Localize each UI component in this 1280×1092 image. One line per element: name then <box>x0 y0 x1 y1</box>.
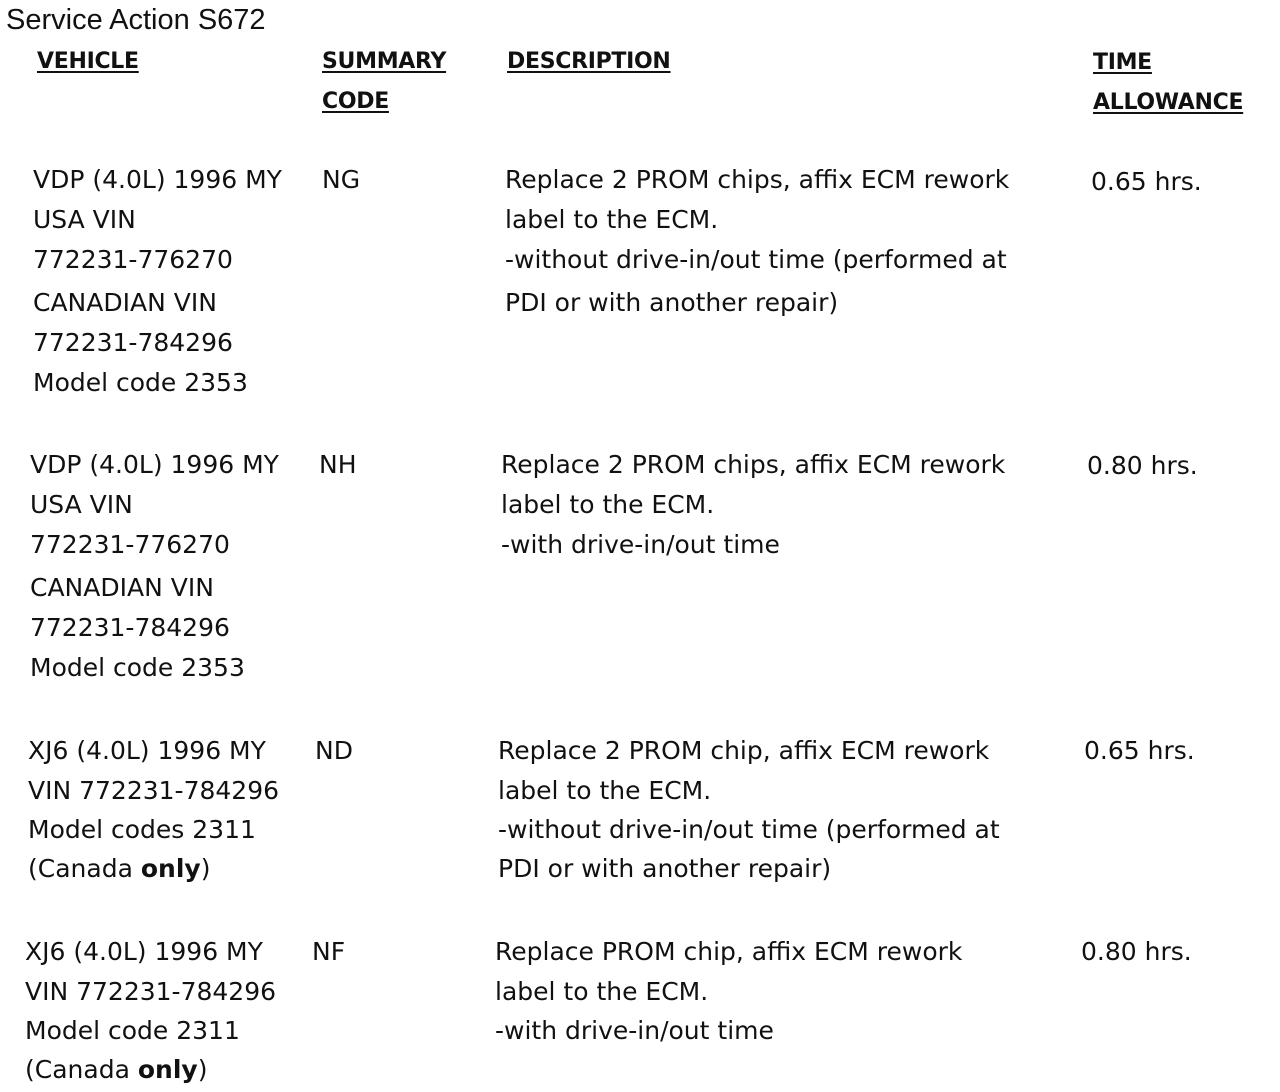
row-1-vehicle-line: 772231-784296 <box>33 328 233 357</box>
row-3-description-line: -without drive-in/out time (performed at <box>498 815 1000 844</box>
row-1-vehicle-line: USA VIN <box>33 205 136 234</box>
row-3-vehicle-canada: (Canada <box>28 854 141 883</box>
row-4-vehicle-line <box>25 1050 276 1090</box>
row-1-vehicle-line: VDP (4.0L) 1996 MY <box>33 165 282 194</box>
row-2-vehicle-line: 772231-784296 <box>30 613 230 642</box>
row-3-description-line: Replace 2 PROM chip, affix ECM rework <box>498 736 990 765</box>
row-1-vehicle-line: CANADIAN VIN <box>33 288 217 317</box>
row-2-vehicle-line: VDP (4.0L) 1996 MY <box>30 450 279 479</box>
header-summary-code-line1: SUMMARY <box>322 49 447 74</box>
page-title: Service Action S672 <box>6 4 266 36</box>
row-3-summary-code: ND <box>315 736 353 765</box>
row-1-description-line: PDI or with another repair) <box>505 288 839 317</box>
row-2-time-allowance: 0.80 hrs. <box>1087 451 1198 480</box>
row-4-description-line: Replace PROM chip, affix ECM rework <box>495 937 963 966</box>
row-2-description-line: Replace 2 PROM chips, affix ECM rework <box>501 450 1006 479</box>
row-4-description-line: -with drive-in/out time <box>495 1016 774 1045</box>
header-description <box>507 42 671 82</box>
row-1-description-line: label to the ECM. <box>505 205 719 234</box>
header-summary-code <box>322 42 446 122</box>
row-3-description-line: label to the ECM. <box>498 776 712 805</box>
row-4-vehicle <box>25 932 276 1090</box>
row-1-summary-code: NG <box>322 165 361 194</box>
row-2-description-line: -with drive-in/out time <box>501 530 780 559</box>
row-2-description <box>501 445 1005 565</box>
row-1-vehicle <box>33 160 282 403</box>
row-3-description-line: PDI or with another repair) <box>498 854 832 883</box>
row-3-vehicle-close-paren: ) <box>200 854 211 883</box>
row-3-vehicle-only: only <box>140 854 201 883</box>
row-2-vehicle-line: Model code 2353 <box>30 653 245 682</box>
row-1-time-allowance: 0.65 hrs. <box>1091 167 1202 196</box>
row-4-description-line: label to the ECM. <box>495 977 709 1006</box>
header-time-allowance <box>1093 43 1243 123</box>
row-4-description <box>495 932 962 1050</box>
row-1-vehicle-line: Model code 2353 <box>33 368 248 397</box>
row-1-description-line: Replace 2 PROM chips, affix ECM rework <box>505 165 1010 194</box>
row-3-vehicle-line: Model codes 2311 <box>28 815 256 844</box>
row-3-vehicle-line: XJ6 (4.0L) 1996 MY <box>28 736 266 765</box>
row-1-description-line: -without drive-in/out time (performed at <box>505 245 1007 274</box>
row-1-vehicle-line: 772231-776270 <box>33 245 233 274</box>
row-3-description <box>498 731 1000 889</box>
row-3-vehicle <box>28 731 279 889</box>
row-3-vehicle-line: VIN 772231-784296 <box>28 776 280 805</box>
row-1-description <box>505 160 1009 323</box>
header-description-label: DESCRIPTION <box>507 49 671 74</box>
row-4-vehicle-only: only <box>137 1055 198 1084</box>
row-4-vehicle-close-paren: ) <box>197 1055 208 1084</box>
row-4-vehicle-line: XJ6 (4.0L) 1996 MY <box>25 937 263 966</box>
header-summary-code-line2: CODE <box>322 89 389 114</box>
row-4-vehicle-line: VIN 772231-784296 <box>25 977 277 1006</box>
row-3-vehicle-line <box>28 849 279 889</box>
row-2-vehicle-line: CANADIAN VIN <box>30 573 214 602</box>
row-3-time-allowance: 0.65 hrs. <box>1084 736 1195 765</box>
row-2-vehicle-line: USA VIN <box>30 490 133 519</box>
row-4-summary-code: NF <box>312 937 346 966</box>
row-4-vehicle-canada: (Canada <box>25 1055 138 1084</box>
row-2-summary-code: NH <box>319 450 357 479</box>
row-2-description-line: label to the ECM. <box>501 490 715 519</box>
row-4-time-allowance: 0.80 hrs. <box>1081 937 1192 966</box>
row-2-vehicle <box>30 445 279 688</box>
row-2-vehicle-line: 772231-776270 <box>30 530 230 559</box>
header-vehicle <box>37 42 139 82</box>
header-time-allowance-line2: ALLOWANCE <box>1093 90 1244 115</box>
row-4-vehicle-line: Model code 2311 <box>25 1016 240 1045</box>
header-time-allowance-line1: TIME <box>1093 50 1152 75</box>
header-vehicle-label: VEHICLE <box>37 49 139 74</box>
